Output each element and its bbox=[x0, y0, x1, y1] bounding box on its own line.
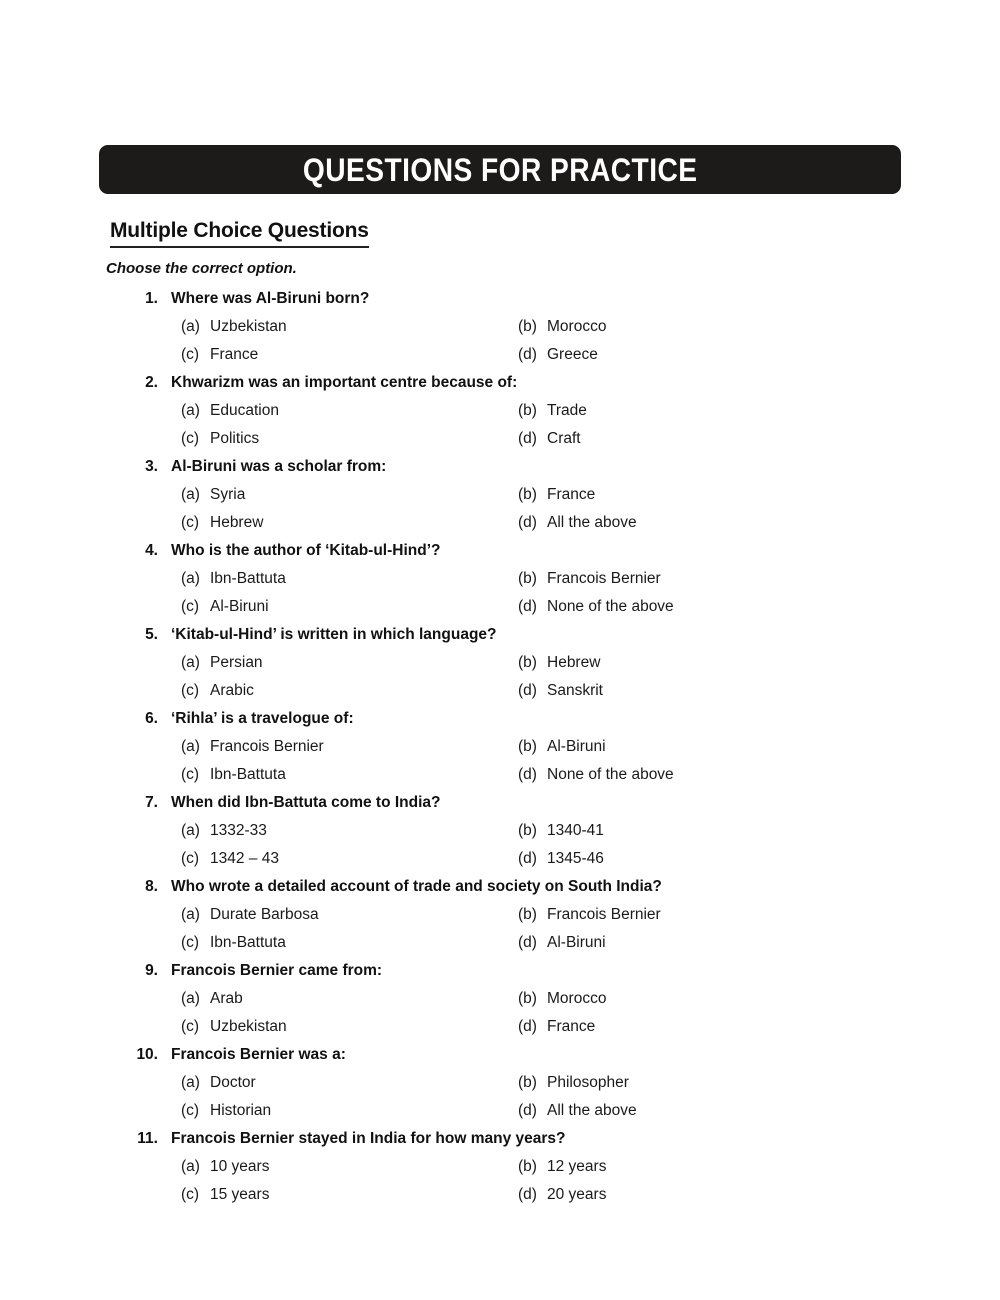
option-d[interactable] bbox=[518, 764, 674, 786]
option-c[interactable] bbox=[181, 512, 263, 534]
option-text-d: 20 years bbox=[547, 1186, 607, 1203]
option-label-c: (c) bbox=[181, 1018, 200, 1035]
option-label-b: (b) bbox=[518, 570, 537, 587]
question-text: Khwarizm was an important centre because of: bbox=[171, 374, 518, 391]
option-label-d: (d) bbox=[518, 514, 537, 531]
option-d[interactable] bbox=[518, 428, 581, 450]
option-row bbox=[0, 736, 1000, 764]
option-row bbox=[0, 568, 1000, 596]
option-label-b: (b) bbox=[518, 654, 537, 671]
option-label-a: (a) bbox=[181, 654, 200, 671]
option-text-c: 15 years bbox=[210, 1186, 270, 1203]
option-text-a: Doctor bbox=[210, 1074, 256, 1091]
question-text: ‘Kitab-ul-Hind’ is written in which language? bbox=[171, 626, 497, 643]
question-text: Al-Biruni was a scholar from: bbox=[171, 458, 387, 475]
option-b[interactable] bbox=[518, 988, 606, 1010]
option-row bbox=[0, 904, 1000, 932]
option-label-b: (b) bbox=[518, 486, 537, 503]
option-c[interactable] bbox=[181, 1184, 269, 1206]
option-c[interactable] bbox=[181, 848, 279, 870]
question-text: Who is the author of ‘Kitab-ul-Hind’? bbox=[171, 542, 441, 559]
option-row bbox=[0, 680, 1000, 708]
option-label-d: (d) bbox=[518, 682, 537, 699]
option-label-d: (d) bbox=[518, 766, 537, 783]
option-text-b: Francois Bernier bbox=[547, 906, 661, 923]
option-label-c: (c) bbox=[181, 850, 200, 867]
option-text-b: Al-Biruni bbox=[547, 738, 606, 755]
option-text-a: Uzbekistan bbox=[210, 318, 287, 335]
option-row bbox=[0, 344, 1000, 372]
question-list bbox=[0, 288, 1000, 1212]
option-c[interactable] bbox=[181, 1100, 271, 1122]
option-b[interactable] bbox=[518, 1072, 629, 1094]
option-label-b: (b) bbox=[518, 906, 537, 923]
option-row bbox=[0, 1100, 1000, 1128]
option-d[interactable] bbox=[518, 848, 604, 870]
option-label-a: (a) bbox=[181, 822, 200, 839]
option-b[interactable] bbox=[518, 400, 587, 422]
question-header bbox=[0, 876, 1000, 904]
question-number: 8. bbox=[145, 878, 158, 895]
option-label-a: (a) bbox=[181, 906, 200, 923]
option-text-c: 1342 – 43 bbox=[210, 850, 279, 867]
option-label-a: (a) bbox=[181, 570, 200, 587]
question-header bbox=[0, 960, 1000, 988]
option-text-d: Craft bbox=[547, 430, 581, 447]
option-b[interactable] bbox=[518, 904, 661, 926]
page-title-banner bbox=[99, 145, 901, 194]
question-text: ‘Rihla’ is a travelogue of: bbox=[171, 710, 354, 727]
option-row bbox=[0, 596, 1000, 624]
question-number: 4. bbox=[145, 542, 158, 559]
option-text-a: Arab bbox=[210, 990, 243, 1007]
option-d[interactable] bbox=[518, 596, 674, 618]
question-text: Francois Bernier stayed in India for how many years? bbox=[171, 1130, 566, 1147]
option-text-c: Hebrew bbox=[210, 514, 264, 531]
question-number: 11. bbox=[137, 1130, 158, 1147]
option-text-d: None of the above bbox=[547, 766, 674, 783]
question-block bbox=[0, 1128, 1000, 1212]
option-text-b: Morocco bbox=[547, 990, 607, 1007]
option-row bbox=[0, 512, 1000, 540]
option-label-d: (d) bbox=[518, 1102, 537, 1119]
option-row bbox=[0, 1016, 1000, 1044]
option-row bbox=[0, 1156, 1000, 1184]
option-label-b: (b) bbox=[518, 1074, 537, 1091]
option-label-c: (c) bbox=[181, 766, 200, 783]
option-a[interactable] bbox=[181, 904, 319, 926]
option-row bbox=[0, 484, 1000, 512]
option-label-c: (c) bbox=[181, 1186, 200, 1203]
option-label-a: (a) bbox=[181, 1074, 200, 1091]
option-a[interactable] bbox=[181, 736, 324, 758]
option-a[interactable] bbox=[181, 988, 243, 1010]
question-header bbox=[0, 1128, 1000, 1156]
option-d[interactable] bbox=[518, 344, 598, 366]
instruction-text: Choose the correct option. bbox=[106, 260, 297, 277]
option-text-d: All the above bbox=[547, 1102, 637, 1119]
question-block bbox=[0, 288, 1000, 372]
option-text-b: France bbox=[547, 486, 596, 503]
option-a[interactable] bbox=[181, 316, 287, 338]
option-label-d: (d) bbox=[518, 1186, 537, 1203]
option-c[interactable] bbox=[181, 932, 286, 954]
question-header bbox=[0, 288, 1000, 316]
question-number: 7. bbox=[145, 794, 158, 811]
page-title: QUESTIONS FOR PRACTICE bbox=[302, 151, 698, 188]
option-text-a: Education bbox=[210, 402, 279, 419]
question-block bbox=[0, 372, 1000, 456]
option-text-a: Ibn-Battuta bbox=[210, 570, 286, 587]
option-label-a: (a) bbox=[181, 318, 200, 335]
option-c[interactable] bbox=[181, 344, 258, 366]
option-label-c: (c) bbox=[181, 934, 200, 951]
option-a[interactable] bbox=[181, 652, 263, 674]
option-b[interactable] bbox=[518, 820, 604, 842]
question-block bbox=[0, 540, 1000, 624]
option-text-c: Arabic bbox=[210, 682, 254, 699]
option-text-b: 12 years bbox=[547, 1158, 607, 1175]
question-header bbox=[0, 372, 1000, 400]
option-a[interactable] bbox=[181, 1072, 256, 1094]
option-a[interactable] bbox=[181, 400, 279, 422]
question-number: 6. bbox=[145, 710, 158, 727]
option-d[interactable] bbox=[518, 1016, 595, 1038]
option-label-b: (b) bbox=[518, 318, 537, 335]
question-block bbox=[0, 876, 1000, 960]
option-text-b: Francois Bernier bbox=[547, 570, 661, 587]
option-label-c: (c) bbox=[181, 514, 200, 531]
option-text-c: France bbox=[210, 346, 259, 363]
option-row bbox=[0, 1184, 1000, 1212]
option-label-a: (a) bbox=[181, 1158, 200, 1175]
option-text-c: Ibn-Battuta bbox=[210, 934, 286, 951]
question-header bbox=[0, 792, 1000, 820]
option-label-d: (d) bbox=[518, 934, 537, 951]
question-text: When did Ibn-Battuta come to India? bbox=[171, 794, 441, 811]
option-a[interactable] bbox=[181, 568, 286, 590]
option-d[interactable] bbox=[518, 932, 606, 954]
option-a[interactable] bbox=[181, 484, 245, 506]
option-d[interactable] bbox=[518, 680, 603, 702]
option-c[interactable] bbox=[181, 764, 286, 786]
question-text: Francois Bernier was a: bbox=[171, 1046, 346, 1063]
option-row bbox=[0, 316, 1000, 344]
option-label-a: (a) bbox=[181, 402, 200, 419]
question-text: Who wrote a detailed account of trade and society on South India? bbox=[171, 878, 662, 895]
option-row bbox=[0, 820, 1000, 848]
question-block bbox=[0, 792, 1000, 876]
option-row bbox=[0, 764, 1000, 792]
option-d[interactable] bbox=[518, 1100, 637, 1122]
option-text-d: Greece bbox=[547, 346, 598, 363]
question-header bbox=[0, 456, 1000, 484]
option-text-d: Sanskrit bbox=[547, 682, 603, 699]
question-text: Francois Bernier came from: bbox=[171, 962, 383, 979]
option-text-a: Francois Bernier bbox=[210, 738, 324, 755]
option-row bbox=[0, 988, 1000, 1016]
option-text-a: Syria bbox=[210, 486, 246, 503]
question-number: 1. bbox=[145, 290, 158, 307]
option-text-d: France bbox=[547, 1018, 596, 1035]
option-c[interactable] bbox=[181, 1016, 287, 1038]
option-text-b: Morocco bbox=[547, 318, 607, 335]
option-d[interactable] bbox=[518, 1184, 606, 1206]
option-b[interactable] bbox=[518, 736, 606, 758]
option-label-c: (c) bbox=[181, 598, 200, 615]
question-header bbox=[0, 624, 1000, 652]
option-label-d: (d) bbox=[518, 850, 537, 867]
option-row bbox=[0, 848, 1000, 876]
option-text-d: None of the above bbox=[547, 598, 674, 615]
option-label-c: (c) bbox=[181, 430, 200, 447]
option-label-a: (a) bbox=[181, 738, 200, 755]
option-b[interactable] bbox=[518, 316, 606, 338]
option-label-b: (b) bbox=[518, 990, 537, 1007]
option-label-b: (b) bbox=[518, 1158, 537, 1175]
option-label-c: (c) bbox=[181, 346, 200, 363]
option-b[interactable] bbox=[518, 568, 661, 590]
question-number: 9. bbox=[145, 962, 158, 979]
question-block bbox=[0, 624, 1000, 708]
option-a[interactable] bbox=[181, 820, 267, 842]
option-row bbox=[0, 932, 1000, 960]
option-text-b: 1340-41 bbox=[547, 822, 604, 839]
option-b[interactable] bbox=[518, 1156, 606, 1178]
option-text-d: 1345-46 bbox=[547, 850, 604, 867]
option-row bbox=[0, 428, 1000, 456]
option-row bbox=[0, 1072, 1000, 1100]
question-text: Where was Al-Biruni born? bbox=[171, 290, 370, 307]
option-c[interactable] bbox=[181, 596, 269, 618]
question-number: 5. bbox=[145, 626, 158, 643]
option-label-b: (b) bbox=[518, 402, 537, 419]
option-label-b: (b) bbox=[518, 822, 537, 839]
option-text-b: Philosopher bbox=[547, 1074, 629, 1091]
option-label-b: (b) bbox=[518, 738, 537, 755]
question-header bbox=[0, 1044, 1000, 1072]
question-block bbox=[0, 960, 1000, 1044]
option-d[interactable] bbox=[518, 512, 637, 534]
section-heading: Multiple Choice Questions bbox=[110, 218, 369, 248]
option-label-c: (c) bbox=[181, 682, 200, 699]
option-label-a: (a) bbox=[181, 990, 200, 1007]
question-header bbox=[0, 708, 1000, 736]
option-text-b: Trade bbox=[547, 402, 587, 419]
option-label-d: (d) bbox=[518, 598, 537, 615]
option-text-a: 1332-33 bbox=[210, 822, 267, 839]
option-label-c: (c) bbox=[181, 1102, 200, 1119]
question-block bbox=[0, 456, 1000, 540]
option-text-a: 10 years bbox=[210, 1158, 270, 1175]
option-b[interactable] bbox=[518, 484, 595, 506]
option-label-a: (a) bbox=[181, 486, 200, 503]
question-number: 2. bbox=[145, 374, 158, 391]
option-text-b: Hebrew bbox=[547, 654, 601, 671]
question-block bbox=[0, 1044, 1000, 1128]
option-b[interactable] bbox=[518, 652, 600, 674]
option-text-c: Politics bbox=[210, 430, 260, 447]
option-text-d: All the above bbox=[547, 514, 637, 531]
option-text-c: Uzbekistan bbox=[210, 1018, 287, 1035]
option-text-c: Ibn-Battuta bbox=[210, 766, 286, 783]
option-row bbox=[0, 652, 1000, 680]
option-text-c: Historian bbox=[210, 1102, 272, 1119]
option-text-a: Persian bbox=[210, 654, 263, 671]
question-number: 10. bbox=[136, 1046, 158, 1063]
option-label-d: (d) bbox=[518, 346, 537, 363]
question-block bbox=[0, 708, 1000, 792]
option-text-d: Al-Biruni bbox=[547, 934, 606, 951]
option-c[interactable] bbox=[181, 428, 259, 450]
option-a[interactable] bbox=[181, 1156, 269, 1178]
option-row bbox=[0, 400, 1000, 428]
option-text-c: Al-Biruni bbox=[210, 598, 269, 615]
question-number: 3. bbox=[145, 458, 158, 475]
option-label-d: (d) bbox=[518, 430, 537, 447]
option-c[interactable] bbox=[181, 680, 254, 702]
question-header bbox=[0, 540, 1000, 568]
option-text-a: Durate Barbosa bbox=[210, 906, 319, 923]
option-label-d: (d) bbox=[518, 1018, 537, 1035]
